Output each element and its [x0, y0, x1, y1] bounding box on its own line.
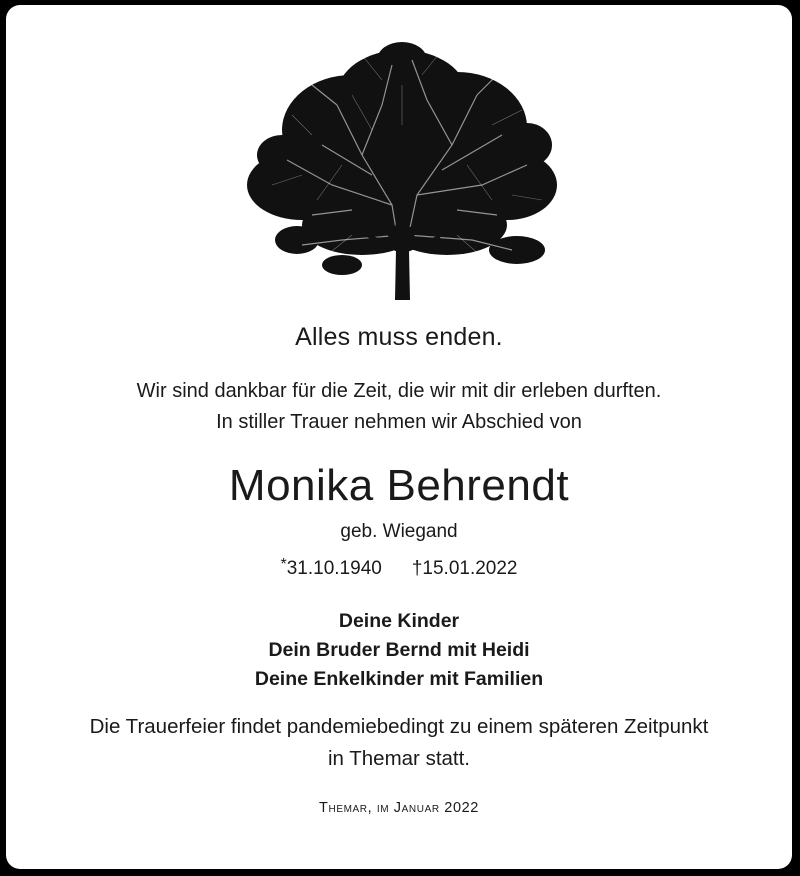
service-info-line-2: in Themar statt. — [327, 747, 471, 770]
mourner-line: Deine Kinder — [338, 610, 460, 632]
mourner-line: Deine Enkelkinder mit Familien — [254, 668, 544, 690]
intro-line-2: In stiller Trauer nehmen wir Abschied von — [216, 411, 582, 433]
motto: Alles muss enden. — [295, 323, 503, 351]
intro-line-1: Wir sind dankbar für die Zeit, die wir mit dir erleben durften. — [136, 380, 662, 402]
death-symbol: † — [411, 558, 423, 579]
service-info-line-1: Die Trauerfeier findet pandemiebedingt zu einem späteren Zeitpunkt — [89, 715, 709, 738]
birth-date: 31.10.1940 — [286, 558, 382, 579]
death-date: 15.01.2022 — [422, 558, 518, 579]
deceased-name: Monika Behrendt — [228, 461, 570, 510]
place-and-date: Themar, im Januar 2022 — [319, 800, 479, 816]
birth-name: geb. Wiegand — [340, 521, 458, 542]
tree-icon — [242, 35, 562, 300]
birth-symbol: * — [280, 556, 287, 573]
mourner-line: Dein Bruder Bernd mit Heidi — [268, 639, 530, 661]
life-dates — [6, 558, 792, 580]
obituary-card — [6, 5, 792, 869]
